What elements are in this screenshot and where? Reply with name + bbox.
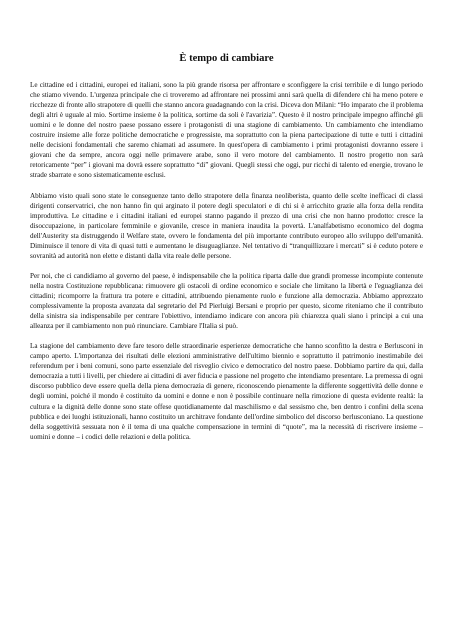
paragraph-2: Abbiamo visto quali sono state le conseguenze tanto dello strapotere della finanza neoliberista, quanto delle scelte inefficaci di classi dirigenti conservatrici, che non hanno fin qui arginato il potere degli speculatori e di chi si è arricchito grazie alla forza della rendita improduttiva. Le cittadine e i cittadini italiani ed europei stanno pagando il prezzo di una crisi che non hanno prodotto: cresce la disoccupazione, in particolare femminile e giovanile, cresce in maniera inaudita la povertà. L'analfabetismo economico del dogma dell'Austerity sta distruggendo il Welfare state, ovvero le fondamenta del più importante contributo europeo allo sviluppo dell'umanità. Diminuisce il tenore di vita di quasi tutti e aumentano le disuguaglianze. Nel tentativo di “tranquillizzare i mercati” si è ceduto potere e sovranità ad autorità non elette e distanti dalla vita reale delle persone. (30, 191, 423, 260)
document-title: È tempo di cambiare (179, 53, 274, 64)
paragraph-4: La stagione del cambiamento deve fare tesoro delle straordinarie esperienze democratiche che hanno sconfitto la destra e Berlusconi in campo aperto. L'importanza dei risultati delle elezioni amministrative dell'ultimo biennio e soprattutto il patrimonio inestimabile dei referendum per i beni comuni, sono parte essenziale del risveglio civico e democratico del nostro paese. Dobbiamo partire da qui, dalla democrazia a tutti i livelli, per chiedere ai cittadini di aver fiducia e passione nel progetto che intendiamo presentare. La premessa di ogni discorso pubblico deve essere quella della piena democrazia di genere, riconoscendo pienamente la differente soggettività delle donne e degli uomini, poiché il mondo è costituito da uomini e donne e non è possibile continuare nella rimozione di questa evidente realtà: la cultura e la dignità delle donne sono state offese quotidianamente dal maschilismo e dal sessismo che, ben dentro i confini della scena pubblica e dei luoghi istituzionali, hanno costituito un architrave fondante dell'ordine simbolico del discorso berlusconiano. La questione della soggettività sessuata non è il tema di una qualche compensazione in termini di “quote”, ma la necessità di riscrivere insieme – uomini e donne – i codici delle relazioni e della politica. (30, 342, 423, 441)
document-page (30, 52, 423, 442)
paragraph-3: Per noi, che ci candidiamo al governo del paese, è indispensabile che la politica riparta dalle due grandi promesse incompiute contenute nella nostra Costituzione repubblicana: rimuovere gli ostacoli di ordine economico e sociale che limitano la libertà e l'eguaglianza dei cittadini; ricomporre la frattura tra potere e cittadini, attribuendo pienamente ruolo e funzione alla democrazia. Abbiamo apprezzato complessivamente la proposta avanzata dal segretario del Pd Pierluigi Bersani e proprio per questo, sicome riteniamo che il contributo della sinistra sia indispensabile per centrare l'obiettivo, intendiamo indicare con ancora più chiarezza quali siano i principi a cui una alleanza per il cambiamento non può rinunciare. Cambiare l'Italia si può. (30, 271, 423, 331)
paragraph-1: Le cittadine ed i cittadini, europei ed italiani, sono la più grande risorsa per affrontare e sconfiggere la crisi terribile e di lungo periodo che stiamo vivendo. L'urgenza principale che ci troveremo ad affrontare nei prossimi anni sarà quella di difendere chi ha meno potere e ricchezze di fronte allo strapotere di quelli che stanno ancora guadagnando con la crisi. Diceva don Milani: “Ho imparato che il problema degli altri è uguale al mio. Sortirne insieme è la politica, sortirne da soli è l'avarizia”. Questo è il nostro principale impegno affinché gli uomini e le donne del nostro paese possano essere i protagonisti di una stagione di cambiamento. Un cambiamento che intendiamo costruire insieme alle forze politiche democratiche e progressiste, ma soprattutto con la piena partecipazione di tutte e tutti i cittadini nelle decisioni fondamentali che saremo chiamati ad assumere. In quest'opera di cambiamento i primi protagonisti dovranno essere i giovani che da sempre, ancora oggi nelle primavere arabe, sono il vero motore del cambiamento. Il nostro progetto non sarà retoricamente “per” i giovani ma dovrà essere soprattutto “di” giovani. Quegli stessi che oggi, pur ricchi di talento ed energie, trovano le strade sbarrate e sono sistematicamente esclusi. (30, 81, 423, 180)
